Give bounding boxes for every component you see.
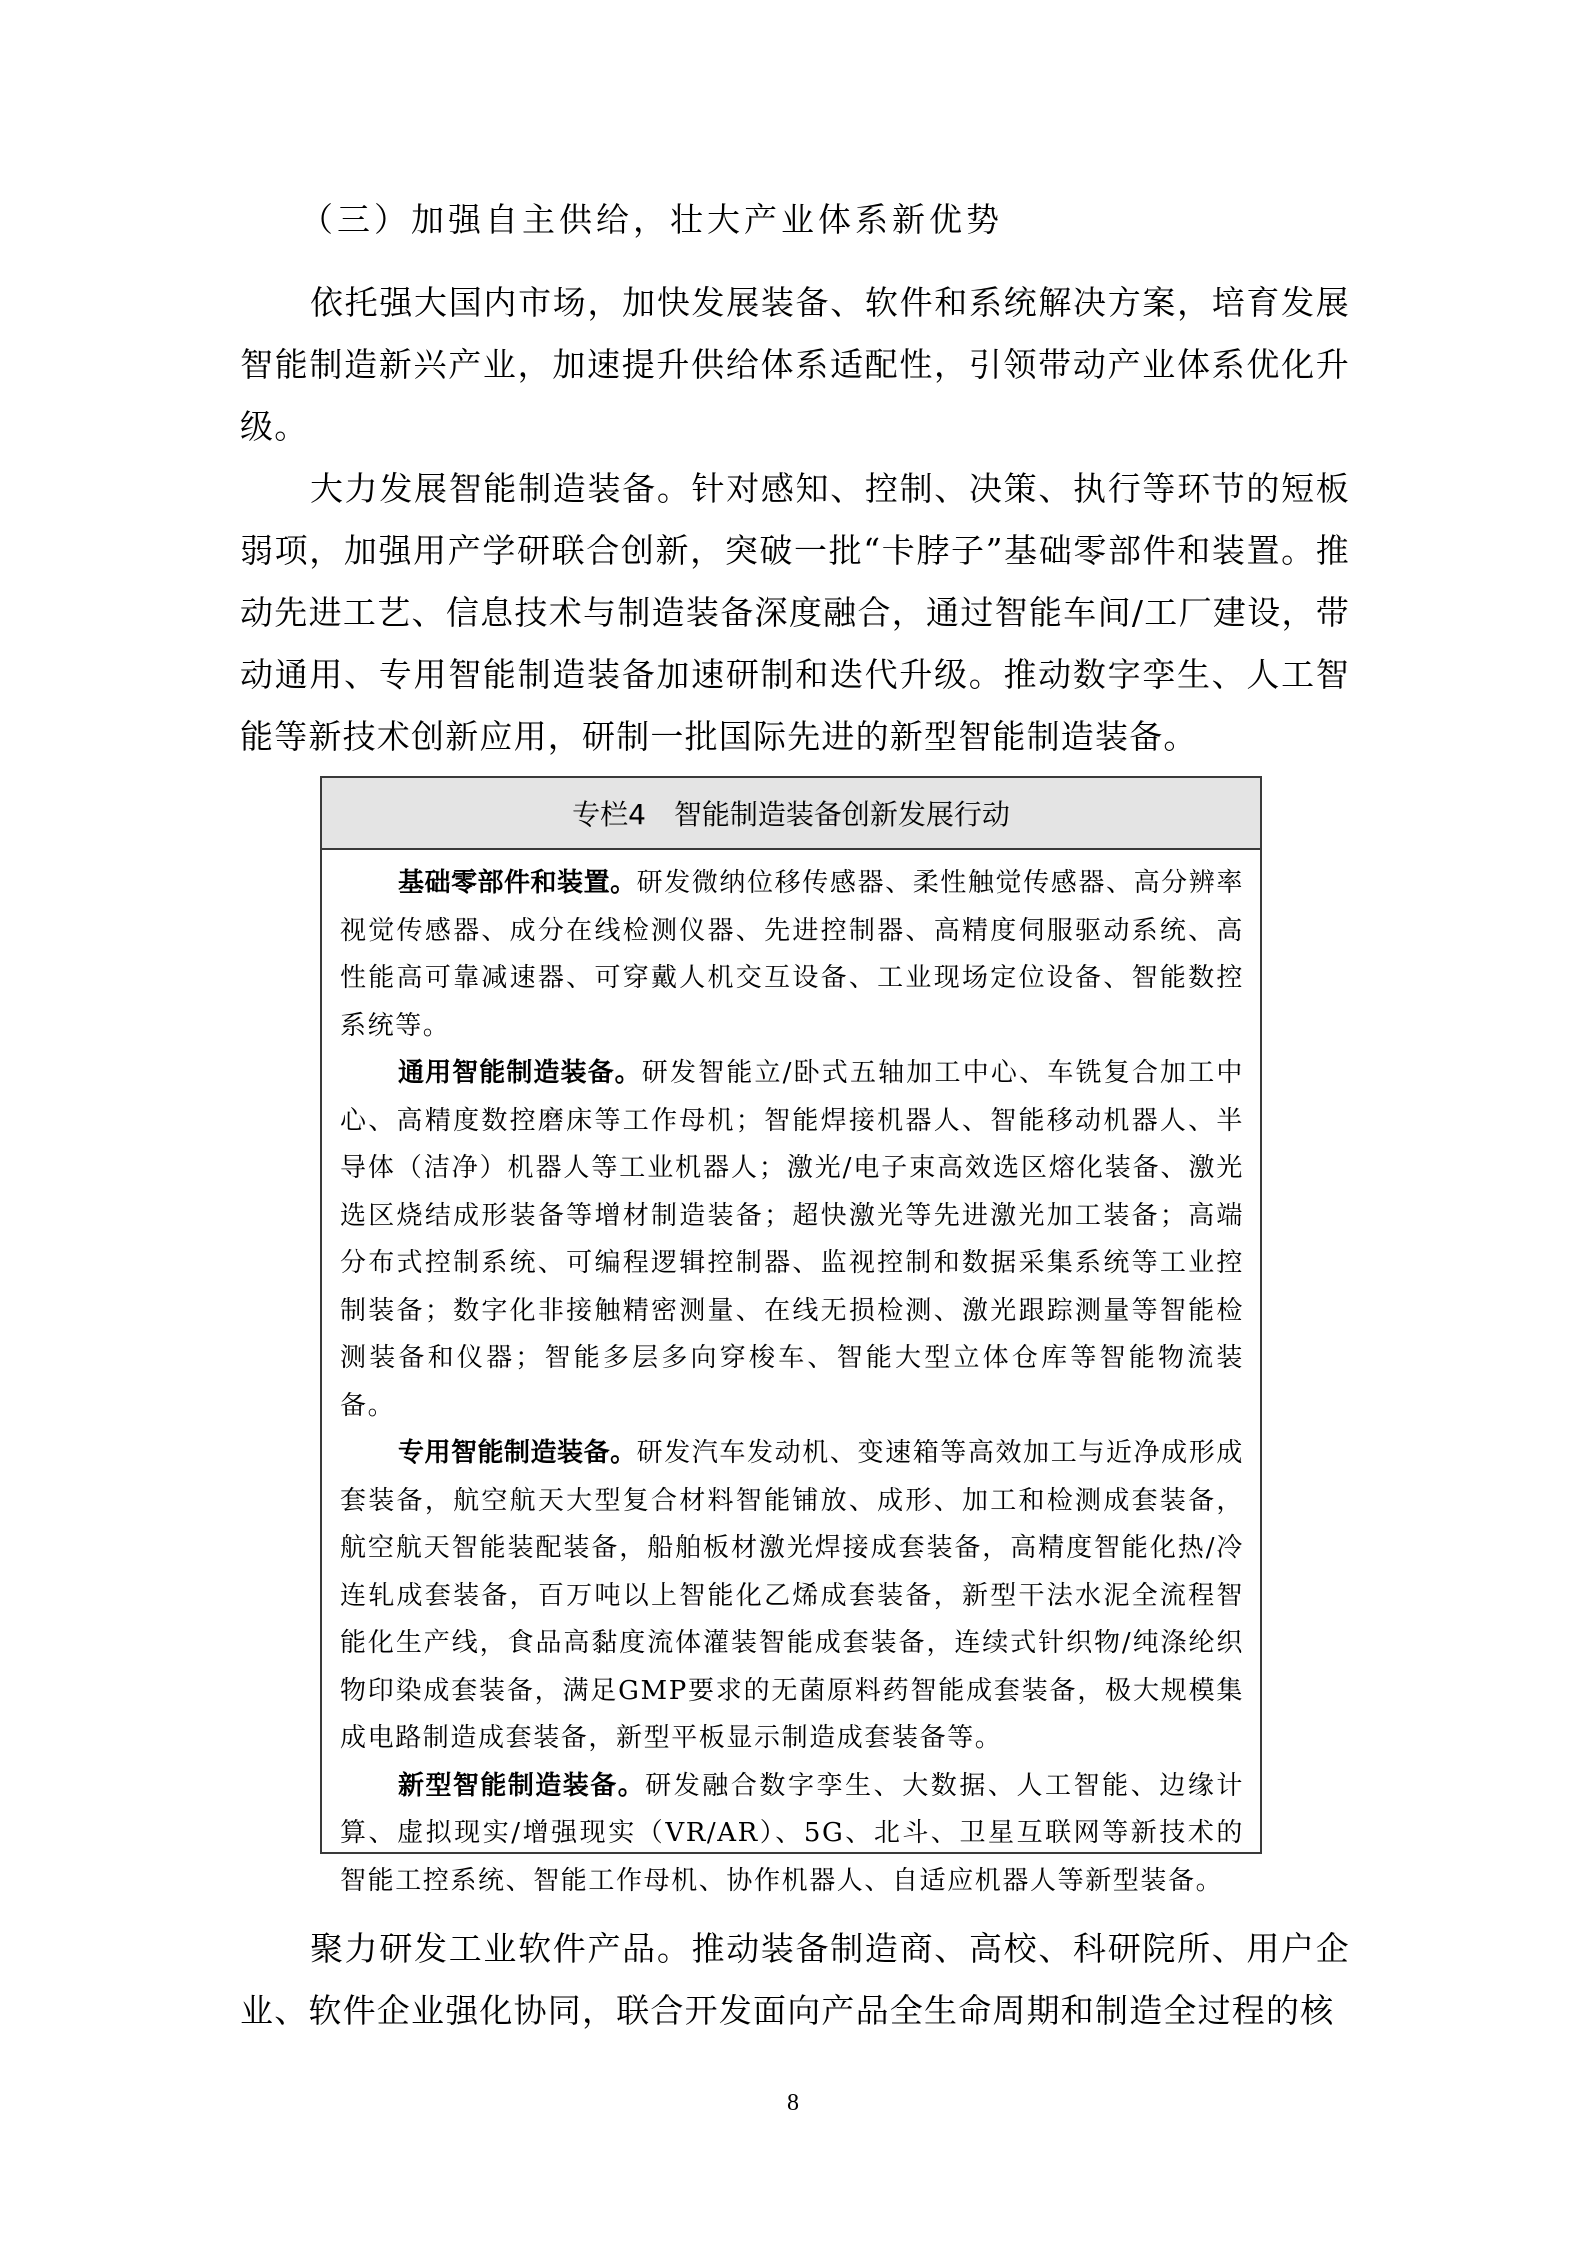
box-item-lead: 通用智能制造装备。 (398, 1058, 642, 1088)
box-item-text: 研发微纳位移传感器、柔性触觉传感器、高分辨率视觉传感器、成分在线检测仪器、先进控制器、高精度伺服驱动系统、高性能高可靠减速器、可穿戴人机交互设备、工业现场定位设备、智能数控系统等。 (340, 868, 1244, 1041)
box-item-lead: 专用智能制造装备。 (398, 1438, 637, 1468)
section-heading: （三）加强自主供给，壮大产业体系新优势 (300, 200, 1003, 239)
feature-box-body (322, 850, 1260, 1905)
box-item-general-equipment (340, 1050, 1244, 1430)
box-item-lead: 新型智能制造装备。 (398, 1770, 646, 1801)
paragraph-intro: 依托强大国内市场，加快发展装备、软件和系统解决方案，培育发展智能制造新兴产业，加速提升供给体系适配性，引领带动产业体系优化升级。 (240, 283, 1350, 446)
page-number: 8 (787, 2090, 799, 2116)
box-item-text: 研发汽车发动机、变速箱等高效加工与近净成形成套装备，航空航天大型复合材料智能铺放、成形、加工和检测成套装备，航空航天智能装配装备，船舶板材激光焊接成套装备，高精度智能化热/冷连轧成套装备，百万吨以上智能化乙烯成套装备，新型干法水泥全流程智能化生产线，食品高黏度流体灌装智能成套装备，连续式针织物/纯涤纶织物印染成套装备，满足GMP要求的无菌原料药智能成套装备，极大规模集成电路制造成套装备，新型平板显示制造成套装备等。 (340, 1438, 1244, 1753)
box-item-text: 研发融合数字孪生、大数据、人工智能、边缘计算、虚拟现实/增强现实（VR/AR）、5G、北斗、卫星互联网等新技术的智能工控系统、智能工作母机、协作机器人、自适应机器人等新型装备。 (340, 1770, 1244, 1896)
box-item-basic-components (340, 860, 1244, 1050)
box-item-lead: 基础零部件和装置。 (398, 868, 637, 898)
paragraph-equipment: 大力发展智能制造装备。针对感知、控制、决策、执行等环节的短板弱项，加强用产学研联合创新，突破一批“卡脖子”基础零部件和装置。推动先进工艺、信息技术与制造装备深度融合，通过智能车间/工厂建设，带动通用、专用智能制造装备加速研制和迭代升级。推动数字孪生、人工智能等新技术创新应用，研制一批国际先进的新型智能制造装备。 (240, 469, 1350, 756)
box-item-new-equipment (340, 1763, 1244, 1906)
box-item-special-equipment (340, 1430, 1244, 1763)
feature-box (320, 776, 1262, 1896)
feature-box-title: 智能制造装备创新发展行动 (673, 798, 1010, 831)
box-item-text: 研发智能立/卧式五轴加工中心、车铣复合加工中心、高精度数控磨床等工作母机；智能焊接机器人、智能移动机器人、半导体（洁净）机器人等工业机器人；激光/电子束高效选区熔化装备、激光选区烧结成形装备等增材制造装备；超快激光等先进激光加工装备；高端分布式控制系统、可编程逻辑控制器、监视控制和数据采集系统等工业控制装备；数字化非接触精密测量、在线无损检测、激光跟踪测量等智能检测装备和仪器；智能多层多向穿梭车、智能大型立体仓库等智能物流装备。 (340, 1058, 1244, 1421)
feature-box-header (322, 778, 1260, 850)
paragraph-software: 聚力研发工业软件产品。推动装备制造商、高校、科研院所、用户企业、软件企业强化协同，联合开发面向产品全生命周期和制造全过程的核 (240, 1929, 1350, 2030)
feature-box-label: 专栏4 (572, 798, 646, 831)
